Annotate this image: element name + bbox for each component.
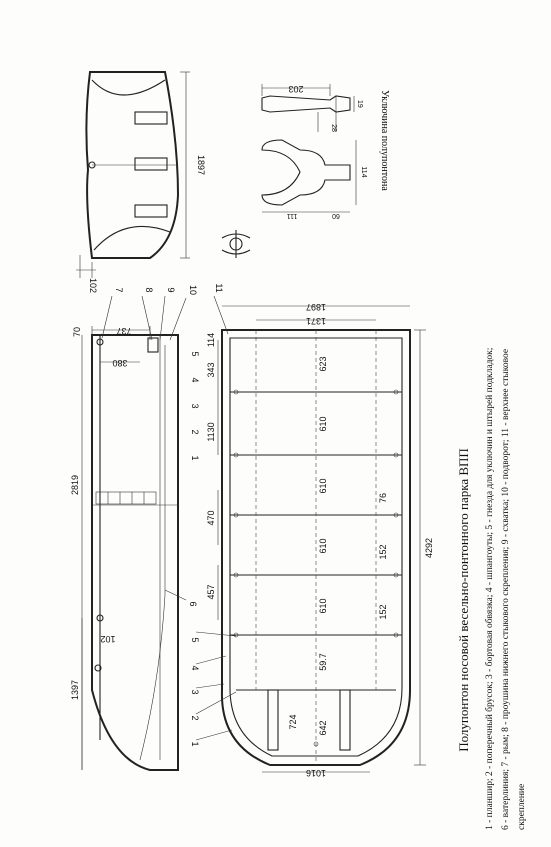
dim-1130: 1130: [206, 422, 216, 442]
callout-3: 3: [190, 689, 200, 695]
dim-470: 470: [206, 510, 216, 526]
dim-610-1: 610: [318, 416, 328, 432]
dim-724: 724: [288, 714, 298, 730]
dim-114-plan: 114: [206, 332, 216, 348]
draft-scale: [96, 492, 156, 504]
side-label-5: 5: [190, 351, 200, 357]
side-label-2: 2: [190, 429, 200, 435]
oarlock-detail: [262, 84, 390, 219]
callout-7: 7: [114, 287, 124, 293]
dim-70: 70: [72, 326, 82, 338]
dim-19: 19: [356, 100, 363, 108]
emblem-icon: [222, 230, 250, 258]
dim-111: 111: [286, 212, 298, 219]
callout-5: 5: [190, 637, 200, 643]
callout-1: 1: [190, 741, 200, 747]
side-label-1: 1: [190, 455, 200, 461]
callout-11: 11: [214, 283, 224, 293]
dim-2819: 2819: [70, 474, 80, 496]
dim-114-oarlock: 114: [360, 166, 367, 178]
dim-102-side: 102: [100, 634, 116, 644]
callout-6: 6: [188, 601, 198, 607]
dim-610-4: 610: [318, 598, 328, 614]
dim-610-2: 610: [318, 478, 328, 494]
dim-152-1: 152: [378, 544, 388, 560]
legend-line-1: 1 - планшир; 2 - поперечный брусок; 3 - бортовая обвязка; 4 - шпангоуты; 5 - гнезда для уключин и штырей подкладок;: [485, 347, 495, 830]
dim-4292: 4292: [424, 537, 434, 559]
dim-597: 59.7: [318, 653, 328, 671]
dim-1897-plan: 1897: [305, 302, 327, 312]
side-label-3: 3: [190, 403, 200, 409]
dim-1897-end: 1897: [196, 154, 206, 176]
callout-9: 9: [166, 287, 176, 293]
callout-2: 2: [190, 715, 200, 721]
callout-10: 10: [188, 284, 198, 296]
dim-28: 28: [330, 124, 337, 132]
dim-380: 380: [112, 358, 128, 368]
figure-title: Полупонтон носовой весельно-понтонного парка ВПП: [456, 448, 471, 752]
dim-1016: 1016: [305, 768, 327, 778]
dim-1371: 1371: [305, 316, 327, 326]
plan-side-labels: [190, 351, 200, 460]
dim-642: 642: [318, 720, 328, 736]
legend-line-2: 6 - ватерлиния; 7 - рым; 8 - проушина нижнего стыкового скрепления; 9 - схватка; 10 - подворот; 11 - верхнее стыковое: [501, 348, 511, 830]
end-view: [76, 72, 206, 296]
legend-line-3: скрепление: [517, 783, 527, 830]
dim-1397: 1397: [70, 679, 80, 701]
dim-102-end: 102: [88, 278, 98, 294]
side-view: [70, 326, 178, 770]
dim-610-3: 610: [318, 538, 328, 554]
callout-4: 4: [190, 665, 200, 671]
dim-203: 203: [288, 84, 304, 94]
dim-60: 60: [332, 212, 340, 219]
oarlock-caption: Уключина полупонтона: [379, 90, 390, 191]
callout-8: 8: [144, 287, 154, 293]
dim-152-2: 152: [378, 604, 388, 620]
dim-623: 623: [318, 356, 328, 372]
dim-457: 457: [206, 584, 216, 600]
dim-737: 737: [116, 326, 132, 336]
dim-76: 76: [378, 492, 388, 504]
side-label-4: 4: [190, 377, 200, 383]
dim-343: 343: [206, 362, 216, 378]
